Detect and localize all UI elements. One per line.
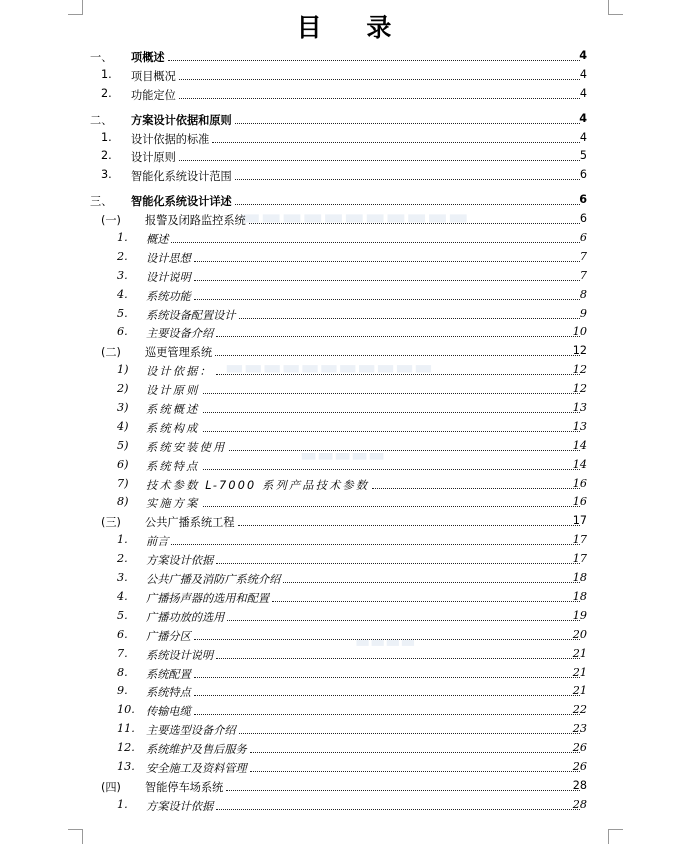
toc-dot-leader [215, 355, 580, 356]
toc-entry-title[interactable]: 功能定位 [131, 88, 176, 102]
toc-entry-number: 1. [117, 231, 128, 245]
toc-entry-title[interactable]: 系统功能 [146, 289, 191, 303]
toc-entry-page: 6 [579, 231, 587, 245]
toc-dot-leader [250, 771, 580, 772]
toc-entry[interactable] [0, 419, 688, 438]
toc-entry-number: 一、 [90, 51, 113, 64]
toc-entry-number: 6) [117, 457, 129, 471]
toc-entry-title[interactable]: 设计说明 [146, 270, 191, 284]
toc-entry-title[interactable]: 项概述 [131, 51, 165, 64]
toc-entry[interactable] [0, 130, 688, 149]
toc-entry[interactable] [0, 494, 688, 513]
toc-entry-title[interactable]: 巡更管理系统 [145, 346, 213, 360]
toc-dot-leader [216, 809, 580, 810]
toc-entry-title[interactable]: 智能化系统设计范围 [131, 170, 232, 184]
toc-dot-leader [235, 204, 580, 205]
toc-entry-title[interactable]: 方案设计依据和原则 [131, 113, 232, 127]
toc-dot-leader [216, 563, 580, 564]
toc-entry-page: 19 [572, 608, 587, 622]
toc-entry[interactable] [0, 211, 688, 230]
toc-entry-title[interactable]: 广播扬声器的选用和配置 [146, 591, 270, 605]
toc-entry-number: 7) [117, 476, 129, 490]
toc-dot-leader [194, 639, 580, 640]
toc-entry-page: 14 [572, 438, 587, 452]
toc-entry-title[interactable]: 系统设备配置设计 [146, 308, 236, 322]
watermark-mark: ▬▬▬▬ [355, 632, 416, 651]
toc-dot-leader [194, 714, 580, 715]
toc-dot-leader [171, 242, 580, 243]
toc-entry-title[interactable]: 传输电缆 [146, 705, 191, 719]
toc-entry[interactable] [0, 324, 688, 343]
toc-entry-title[interactable]: 广播分区 [146, 629, 191, 643]
toc-entry-number: 2) [117, 382, 129, 396]
toc-dot-leader [272, 601, 580, 602]
toc-entry[interactable] [0, 665, 688, 684]
toc-entry-number: 6. [117, 325, 128, 339]
toc-entry-number: 1. [117, 533, 128, 547]
toc-entry[interactable] [0, 111, 688, 130]
toc-entry[interactable] [0, 778, 688, 797]
toc-entry-number: 2. [101, 86, 112, 100]
toc-dot-leader [171, 544, 580, 545]
toc-entry-title[interactable]: 项目概况 [131, 69, 176, 83]
toc-entry-page: 4 [579, 86, 587, 100]
toc-entry-page: 21 [572, 646, 587, 660]
toc-entry[interactable] [0, 48, 688, 67]
toc-entry-page: 4 [579, 111, 587, 125]
toc-entry-page: 23 [572, 722, 587, 736]
toc-entry-title[interactable]: 系统特点 [146, 459, 200, 473]
toc-entry-page: 5 [579, 149, 587, 163]
toc-entry-page: 12 [572, 382, 587, 396]
page-title: 目 录 [296, 13, 410, 42]
toc-entry-number: 5) [117, 438, 129, 452]
toc-entry-number: 11. [117, 722, 135, 736]
toc-dot-leader [203, 431, 580, 432]
toc-entry-number: 3. [117, 571, 128, 585]
toc-entry-title[interactable]: 系统维护及售后服务 [146, 743, 247, 757]
toc-dot-leader [216, 336, 580, 337]
toc-entry-title[interactable]: 主要设备介绍 [146, 327, 214, 341]
toc-entry-page: 4 [579, 130, 587, 144]
toc-entry[interactable] [0, 646, 688, 665]
toc-entry[interactable] [0, 381, 688, 400]
toc-entry[interactable] [0, 287, 688, 306]
toc-entry-number: 2. [117, 249, 128, 263]
toc-entry[interactable] [0, 740, 688, 759]
toc-entry[interactable] [0, 167, 688, 186]
toc-entry[interactable] [0, 683, 688, 702]
toc-entry-number: (三) [101, 516, 121, 530]
toc-entry-title[interactable]: 安全施工及资料管理 [146, 761, 247, 775]
toc-entry[interactable] [0, 608, 688, 627]
toc-entry-title[interactable]: 方案设计依据 [146, 799, 214, 813]
toc-dot-leader [216, 374, 580, 375]
toc-entry-title[interactable]: 系统设计说明 [146, 648, 214, 662]
toc-dot-leader [239, 318, 580, 319]
toc-dot-leader [212, 142, 580, 143]
toc-entry-number: 7. [117, 646, 128, 660]
toc-entry-page: 12 [572, 363, 587, 377]
toc-entry-title[interactable]: 系统概述 [146, 403, 200, 417]
toc-entry-number: 5. [117, 306, 128, 320]
toc-dot-leader [179, 160, 580, 161]
toc-dot-leader [203, 506, 580, 507]
toc-entry-number: (二) [101, 346, 121, 360]
toc-dot-leader [168, 60, 580, 61]
toc-entry[interactable] [0, 759, 688, 778]
toc-entry[interactable] [0, 570, 688, 589]
toc-entry-number: 4. [117, 287, 128, 301]
toc-entry[interactable] [0, 797, 688, 816]
toc-entry-title[interactable]: 实施方案 [146, 497, 200, 511]
toc-entry-title[interactable]: 公共广播及消防广系统介绍 [146, 573, 281, 587]
toc-entry-page: 4 [579, 67, 587, 81]
toc-entry-number: (四) [101, 780, 121, 794]
toc-entry-page: 17 [572, 552, 587, 566]
toc-dot-leader [250, 752, 580, 753]
toc-entry-number: 8) [117, 495, 129, 509]
toc-entry-page: 8 [579, 287, 587, 301]
toc-entry-page: 13 [572, 401, 587, 415]
toc-entry-number: 5. [117, 608, 128, 622]
toc-dot-leader [235, 179, 580, 180]
toc-entry-number: 1. [101, 130, 112, 144]
toc-entry-page: 21 [572, 665, 587, 679]
toc-entry-title[interactable]: 概述 [146, 233, 169, 247]
toc-entry[interactable] [0, 249, 688, 268]
toc-entry-number: 三、 [90, 195, 113, 209]
toc-entry[interactable] [0, 476, 688, 495]
watermark-mark: ▬▬▬▬▬▬▬▬▬▬▬ [240, 205, 469, 230]
toc-entry-number: 8. [117, 665, 128, 679]
toc-dot-leader [203, 469, 580, 470]
toc-entry-title[interactable]: 公共广播系统工程 [145, 516, 235, 530]
toc-entry-number: 3. [101, 168, 112, 182]
toc-entry-page: 17 [572, 514, 587, 528]
toc-entry[interactable] [0, 457, 688, 476]
toc-entry-page: 20 [572, 627, 587, 641]
toc-dot-leader [283, 582, 580, 583]
toc-entry-number: 3) [117, 401, 129, 415]
toc-entry[interactable] [0, 67, 688, 86]
toc-entry-number: 12. [117, 741, 135, 755]
toc-entry-number: 4. [117, 589, 128, 603]
toc-entry-page: 6 [579, 193, 587, 207]
toc-entry[interactable] [0, 721, 688, 740]
toc-entry-page: 4 [579, 49, 587, 62]
toc-entry-number: 1. [101, 67, 112, 81]
page-corner-mark [68, 829, 83, 844]
toc-entry[interactable] [0, 148, 688, 167]
toc-entry-page: 22 [572, 703, 587, 717]
toc-entry-number: 10. [117, 703, 135, 717]
toc-entry-title[interactable]: 设计原则 [146, 384, 200, 398]
toc-entry[interactable] [0, 627, 688, 646]
toc-dot-leader [194, 677, 580, 678]
toc-entry-number: (一) [101, 214, 121, 228]
toc-entry[interactable] [0, 438, 688, 457]
toc-entry-page: 12 [572, 344, 587, 358]
toc-entry-title[interactable]: 系统构成 [146, 421, 200, 435]
toc-dot-leader [229, 450, 580, 451]
toc-entry-title[interactable]: 主要选型设备介绍 [146, 724, 236, 738]
toc-entry-number: 13. [117, 759, 135, 773]
toc-dot-leader [194, 695, 580, 696]
table-of-contents [0, 48, 688, 816]
toc-entry[interactable] [0, 230, 688, 249]
toc-dot-leader [194, 261, 580, 262]
toc-entry-page: 9 [579, 306, 587, 320]
toc-entry-number: 1) [117, 363, 129, 377]
toc-entry-title[interactable]: 技术参数 L-7000 系列产品技术参数 [146, 478, 370, 492]
toc-dot-leader [372, 488, 580, 489]
toc-entry-page: 6 [579, 168, 587, 182]
watermark-mark: ▬▬▬▬▬ [300, 445, 386, 466]
toc-entry-number: 9. [117, 684, 128, 698]
toc-dot-leader [227, 620, 580, 621]
toc-entry[interactable] [0, 551, 688, 570]
toc-entry-title[interactable]: 报警及闭路监控系统 [145, 214, 246, 228]
toc-entry[interactable] [0, 589, 688, 608]
toc-entry-title[interactable]: 智能停车场系统 [145, 780, 224, 794]
toc-entry-page: 28 [572, 778, 587, 792]
toc-entry-title[interactable]: 系统特点 [146, 686, 191, 700]
toc-entry-title[interactable]: 设计依据的标准 [131, 132, 210, 146]
toc-entry[interactable] [0, 400, 688, 419]
toc-dot-leader [179, 98, 580, 99]
toc-entry-page: 14 [572, 457, 587, 471]
toc-entry-page: 10 [572, 325, 587, 339]
toc-entry-title[interactable]: 前言 [146, 535, 169, 549]
toc-entry[interactable] [0, 306, 688, 325]
toc-entry-number: 4) [117, 419, 129, 433]
toc-entry[interactable] [0, 192, 688, 211]
toc-entry-page: 26 [572, 759, 587, 773]
toc-dot-leader [194, 299, 580, 300]
toc-entry[interactable] [0, 532, 688, 551]
toc-dot-leader [238, 525, 580, 526]
toc-dot-leader [194, 280, 580, 281]
toc-entry-title[interactable]: 方案设计依据 [146, 554, 214, 568]
toc-entry[interactable] [0, 702, 688, 721]
toc-entry-page: 18 [572, 571, 587, 585]
toc-entry[interactable] [0, 268, 688, 287]
toc-entry-page: 6 [579, 212, 587, 226]
toc-entry-page: 7 [579, 249, 587, 263]
toc-dot-leader [203, 393, 580, 394]
toc-entry-page: 18 [572, 589, 587, 603]
page-corner-mark [608, 829, 623, 844]
toc-entry[interactable] [0, 86, 688, 105]
toc-entry-title[interactable]: 设计思想 [146, 251, 191, 265]
toc-entry-page: 7 [579, 268, 587, 282]
toc-entry-page: 28 [572, 797, 587, 811]
toc-entry-page: 17 [572, 533, 587, 547]
toc-entry-page: 16 [572, 495, 587, 509]
toc-dot-leader [203, 412, 580, 413]
toc-entry[interactable] [0, 362, 688, 381]
toc-entry-page: 21 [572, 684, 587, 698]
toc-entry-page: 13 [572, 419, 587, 433]
toc-dot-leader [249, 223, 580, 224]
toc-entry-title[interactable]: 广播功放的选用 [146, 610, 225, 624]
toc-entry-title[interactable]: 系统安装使用 [146, 440, 227, 454]
toc-dot-leader [216, 658, 580, 659]
toc-entry-page: 16 [572, 476, 587, 490]
toc-entry-number: 2. [117, 552, 128, 566]
watermark-mark: ▬▬▬▬▬▬▬▬▬▬▬ [225, 355, 433, 379]
toc-entry-title[interactable]: 设计依据： [146, 365, 213, 379]
toc-entry-number: 二、 [90, 113, 113, 127]
toc-entry-number: 6. [117, 627, 128, 641]
toc-dot-leader [226, 790, 580, 791]
toc-dot-leader [235, 123, 580, 124]
toc-entry-title[interactable]: 系统配置 [146, 667, 191, 681]
toc-entry-title[interactable]: 智能化系统设计详述 [131, 195, 232, 209]
toc-entry-page: 26 [572, 741, 587, 755]
toc-entry[interactable] [0, 343, 688, 362]
toc-dot-leader [179, 79, 580, 80]
toc-entry[interactable] [0, 513, 688, 532]
toc-entry-number: 2. [101, 149, 112, 163]
toc-entry-title[interactable]: 设计原则 [131, 151, 176, 165]
toc-entry-number: 3. [117, 268, 128, 282]
toc-dot-leader [239, 733, 580, 734]
toc-entry-number: 1. [117, 797, 128, 811]
